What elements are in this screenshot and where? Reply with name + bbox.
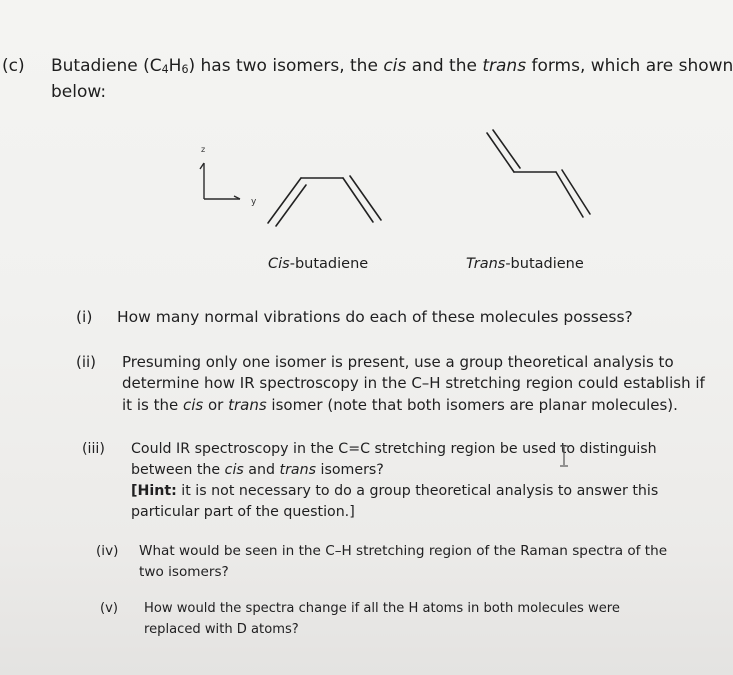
trans-butadiene-structure — [487, 130, 590, 217]
axis-y-label: y — [251, 197, 257, 207]
axis-z-label: z — [201, 145, 206, 154]
part-label: (c) — [2, 56, 25, 76]
axis-indicator — [200, 163, 240, 199]
question-iii-line-1: Could IR spectroscopy in the C=C stretching region be used to distinguish — [131, 441, 657, 457]
question-ii-label: (ii) — [76, 353, 97, 371]
butadiene-figure — [0, 0, 700, 300]
question-ii-line-1: Presuming only one isomer is present, use a group theoretical analysis to — [122, 353, 674, 371]
text-cursor-icon — [559, 445, 569, 467]
cis-caption: Cis-butadiene — [268, 256, 369, 272]
question-v-line-1: How would the spectra change if all the H atoms in both molecules were — [144, 601, 620, 616]
question-iii-label: (iii) — [82, 441, 105, 457]
question-iii-hint: [Hint: it is not necessary to do a group theoretical analysis to answer this — [131, 483, 659, 499]
intro-line-1: Butadiene $(C_4H_6)$ has two isomers, the cis and the trans forms, which are shown — [51, 56, 733, 76]
intro-line-2: below: — [51, 82, 107, 102]
question-iii-line-4: particular part of the question.] — [131, 504, 355, 520]
question-iv-line-2: two isomers? — [139, 564, 229, 580]
question-iv-line-1: What would be seen in the C–H stretching region of the Raman spectra of the — [139, 543, 668, 559]
question-v-line-2: replaced with D atoms? — [144, 622, 299, 637]
cis-butadiene-structure — [268, 176, 381, 226]
question-i-text: How many normal vibrations do each of these molecules possess? — [117, 308, 633, 326]
question-ii-line-3: it is the cis or trans isomer (note that both isomers are planar molecules). — [122, 396, 678, 414]
trans-caption: Trans-butadiene — [466, 256, 584, 272]
question-v-label: (v) — [100, 601, 118, 616]
question-iv-label: (iv) — [96, 543, 119, 559]
question-i-label: (i) — [76, 308, 93, 326]
question-ii-line-2: determine how IR spectroscopy in the C–H stretching region could establish if — [122, 374, 705, 392]
question-iii-line-2: between the cis and trans isomers? — [131, 462, 384, 478]
